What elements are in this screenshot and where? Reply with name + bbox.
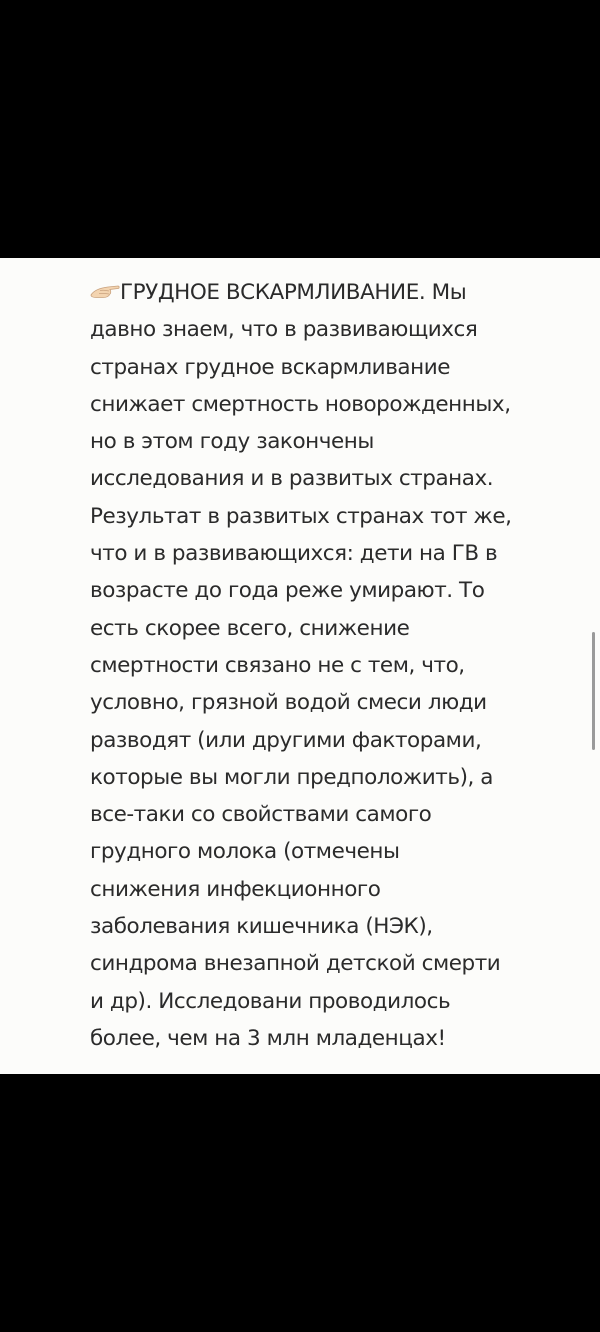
pointing-hand-icon [90, 283, 120, 299]
post-text-card [0, 258, 600, 1074]
post-text: ГРУДНОЕ ВСКАРМЛИВАНИЕ. Мы давно знаем, что в развивающихся странах грудное вскармливание снижает смертность новорожденных, но в этом году закончены исследования и в развитых странах. Результат в развитых странах тот же, что и в развивающихся: дети на ГВ в возрасте до года реже умирают. То есть скорее всего, снижение смертности связано не с тем, что, условно, грязной водой смеси люди разводят (или другими факторами, которые вы могли предположить), а все-таки со свойствами самого грудного молока (отмечены снижения инфекционного заболевания кишечника (НЭК), синдрома внезапной детской смерти и др). Исследовани проводилось более, чем на 3 млн младенцах! [90, 280, 512, 1051]
bottom-letterbox [0, 1074, 600, 1332]
top-letterbox [0, 0, 600, 258]
scroll-indicator[interactable] [592, 632, 595, 750]
post-text-block [90, 274, 582, 1057]
